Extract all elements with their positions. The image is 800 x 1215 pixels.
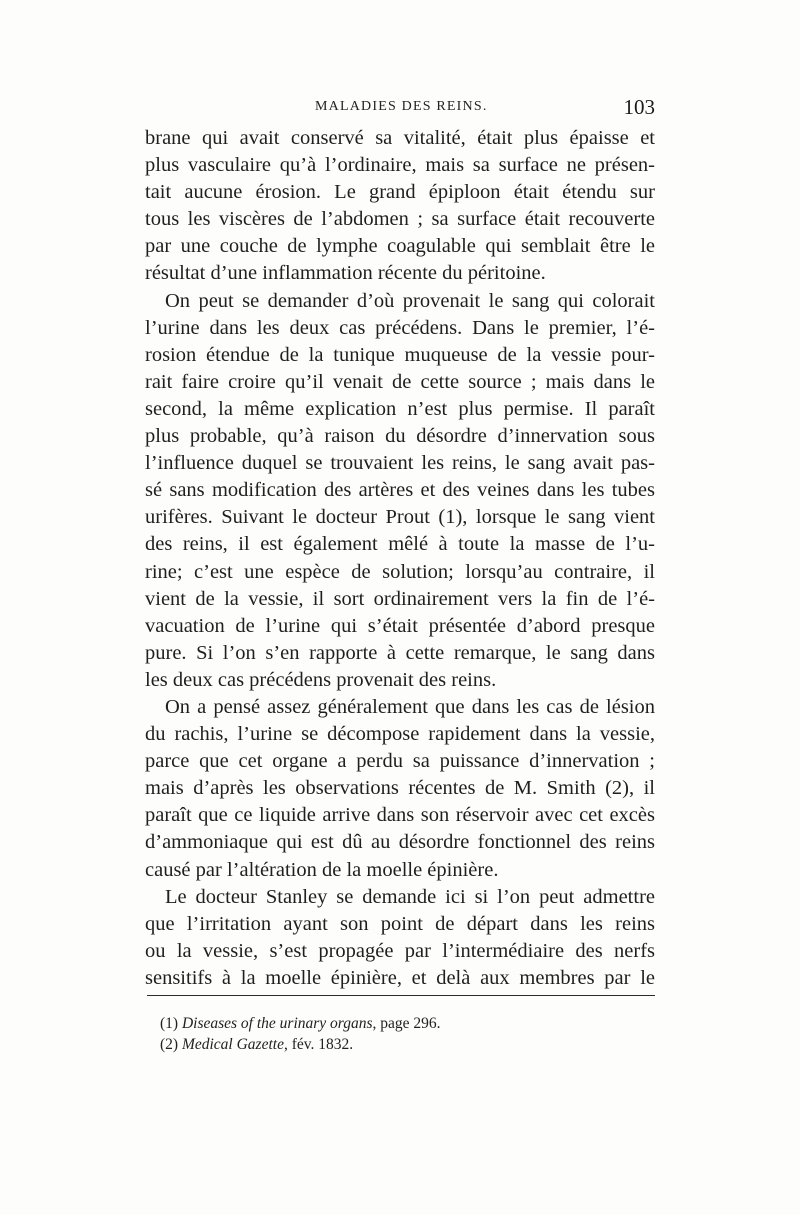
text-line: second, la même explication n’est plus permise. Il paraît <box>145 397 655 420</box>
text-line: parce que cet organe a perdu sa puissance d’innervation ; <box>145 750 655 773</box>
text-line: rosion étendue de la tunique muqueuse de la vessie pour- <box>145 343 655 366</box>
text-line: que l’irritation ayant son point de départ dans les reins <box>145 912 655 935</box>
footnote-item <box>160 1013 650 1034</box>
text-line: par une couche de lymphe coagulable qui semblait être le <box>145 235 655 258</box>
footnotes <box>160 1013 650 1055</box>
text-line: paraît que ce liquide arrive dans son réservoir avec cet excès <box>145 804 655 827</box>
text-line: tait aucune érosion. Le grand épiploon était étendu sur <box>145 181 655 204</box>
footnote-title: Medical Gazette <box>181 1036 284 1053</box>
text-line: causé par l’altération de la moelle épinière. <box>145 858 499 881</box>
text-line: des reins, il est également mêlé à toute la masse de l’u- <box>145 533 655 556</box>
text-line: les deux cas précédens provenait des reins. <box>145 668 497 691</box>
text-line: sé sans modification des artères et des veines dans les tubes <box>145 479 655 502</box>
text-line: l’influence duquel se trouvaient les reins, le sang avait pas- <box>145 452 655 475</box>
text-line: Le docteur Stanley se demande ici si l’on peut admettre <box>165 885 655 908</box>
running-head <box>145 95 655 121</box>
text-line: pure. Si l’on s’en rapporte à cette remarque, le sang dans <box>145 641 655 664</box>
text-line: d’ammoniaque qui est dû au désordre fonctionnel des reins <box>145 831 655 854</box>
footnote-item <box>160 1034 650 1055</box>
text-line: vient de la vessie, il sort ordinairement vers la fin de l’é- <box>145 587 655 610</box>
footnote-divider <box>147 995 655 996</box>
text-line: ou la vessie, s’est propagée par l’intermédiaire des nerfs <box>145 939 655 962</box>
text-line: tous les viscères de l’abdomen ; sa surface était recouverte <box>145 208 655 231</box>
text-line: plus vasculaire qu’à l’ordinaire, mais sa surface ne présen- <box>145 154 655 177</box>
text-line: brane qui avait conservé sa vitalité, était plus épaisse et <box>145 127 655 149</box>
text-line: rine; c’est une espèce de solution; lorsqu’au contraire, il <box>145 560 655 583</box>
footnote-title: Diseases of the urinary organs <box>181 1015 373 1032</box>
text-line: On peut se demander d’où provenait le sang qui colorait <box>165 289 655 312</box>
text-line: vacuation de l’urine qui s’était présentée d’abord presque <box>145 614 655 637</box>
text-line: On a pensé assez généralement que dans les cas de lésion <box>165 695 655 718</box>
footnote-reference: , fév. 1832. <box>283 1036 354 1053</box>
running-title: MALADIES DES REINS. <box>315 99 488 114</box>
text-line: mais d’après les observations récentes de M. Smith (2), il <box>145 777 655 800</box>
text-line: résultat d’une inflammation récente du péritoine. <box>145 262 546 285</box>
text-line: du rachis, l’urine se décompose rapidement dans la vessie, <box>145 723 655 746</box>
text-line: urifères. Suivant le docteur Prout (1), lorsque le sang vient <box>145 506 655 529</box>
page-number: 103 <box>623 95 655 119</box>
footnote-marker: (1) <box>160 1015 179 1032</box>
text-line: rait faire croire qu’il venait de cette source ; mais dans le <box>145 370 655 393</box>
footnote-reference: , page 296. <box>372 1015 441 1032</box>
text-line: l’urine dans les deux cas précédens. Dans le premier, l’é- <box>145 316 655 339</box>
body-text <box>145 125 655 992</box>
text-line: sensitifs à la moelle épinière, et delà aux membres par le <box>145 966 655 989</box>
footnote-marker: (2) <box>160 1036 179 1053</box>
text-line: plus probable, qu’à raison du désordre d’innervation sous <box>145 425 655 448</box>
